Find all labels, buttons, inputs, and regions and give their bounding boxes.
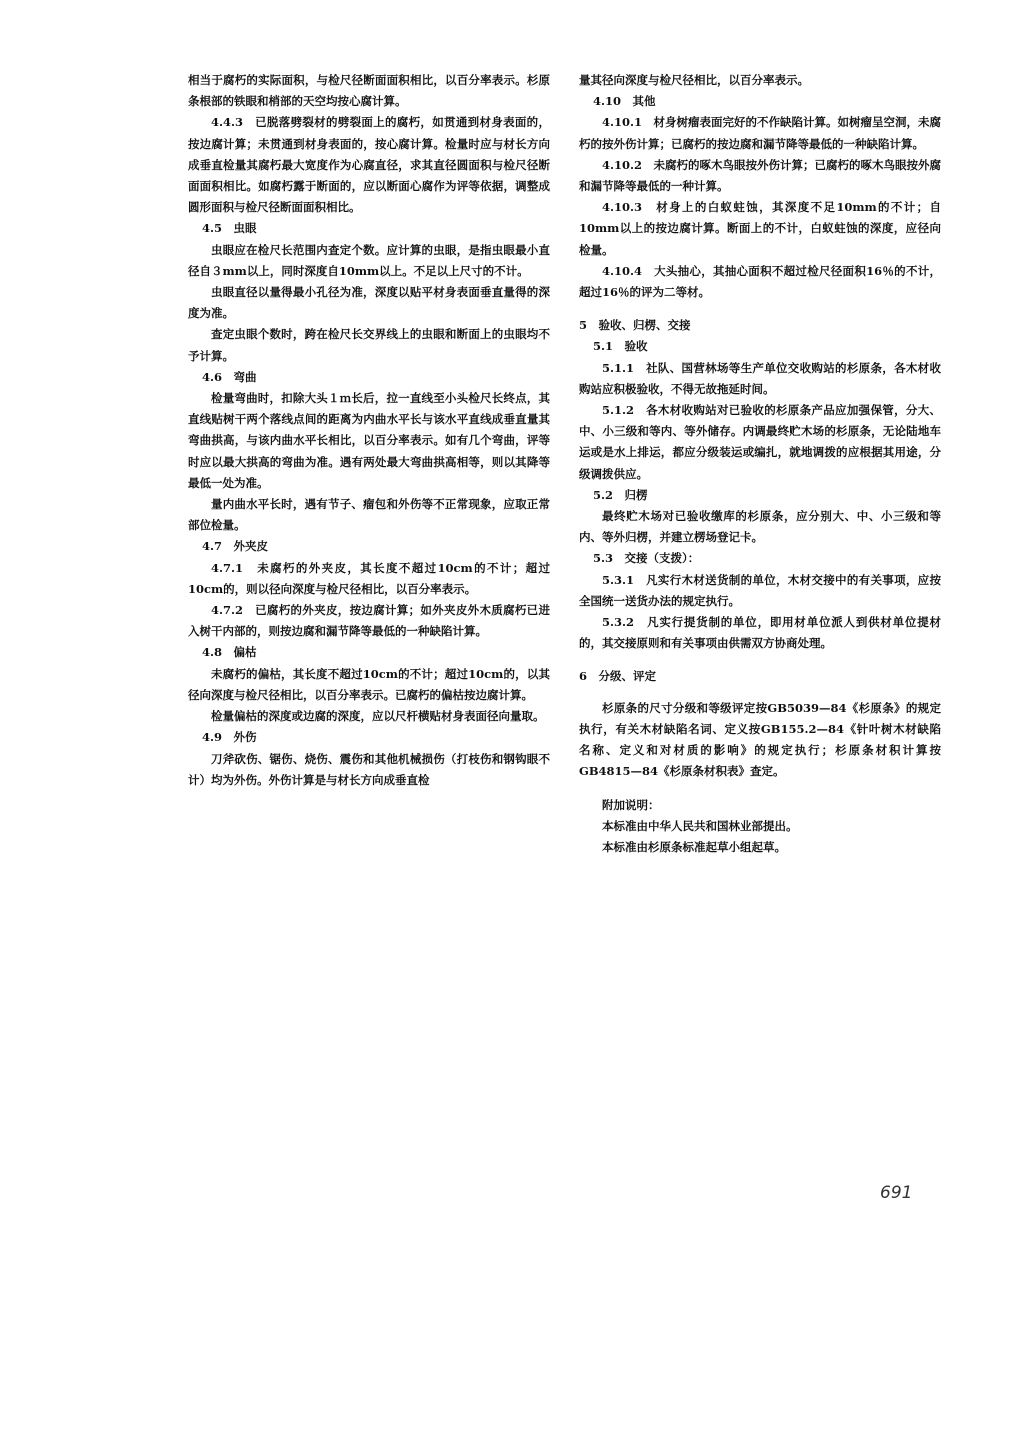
right-column [579,70,953,858]
paragraph: 量内曲水平长时，遇有节子、瘤包和外伤等不正常现象，应取正常部位检量。 [188,497,550,533]
paragraph: 4.6 弯曲 [202,369,257,384]
paragraph: 虫眼应在检尺长范围内查定个数。应计算的虫眼，是指虫眼最小直径自３mm以上，同时深度自10mm以上。不足以上尺寸的不计。 [188,242,550,278]
paragraph: 4.5 虫眼 [202,221,257,236]
paragraph: 杉原条的尺寸分级和等级评定按GB5039—84《杉原条》的规定执行，有关木材缺陷名词、定义按GB155.2—84《针叶树木材缺陷 名称、定义和对材质的影响》的规定执行；杉原条材积计算按GB4815—84《杉原条材积表》查定。 [579,700,953,779]
paragraph: 本标准由中华人民共和国林业部提出。 [602,818,798,833]
page-number: 691 [880,1183,913,1203]
paragraph: 未腐朽的偏枯，其长度不超过10cm的不计；超过10cm的，以其径向深度与检尺径相比，以百分率表示。已腐朽的偏枯按边腐计算。 [188,666,550,702]
paragraph: 6 分级、评定 [579,669,657,684]
paragraph: 4.10.4 大头抽心，其抽心面积不超过检尺径面积16％的不计，超过16％的评为二等材。 [579,263,941,300]
paragraph: 5.1.2 各木材收购站对已验收的杉原条产品应加强保管，分大、中、小三级和等内、等外储存。内调最终贮木场的杉原条，无论陆地车运或是水上排运，都应分级装运或编扎，就地调拨的应根据其用途，分级调拨供应。 [579,403,941,481]
paragraph: 量其径向深度与检尺径相比，以百分率表示。 [579,73,809,87]
paragraph: 4.8 偏枯 [202,645,257,660]
paragraph: 4.7 外夹皮 [202,539,269,554]
paragraph: 最终贮木场对已验收缴库的杉原条，应分别大、中、小三级和等内、等外归楞，并建立楞场登记卡。 [579,509,941,545]
paragraph: 刀斧砍伤、锯伤、烧伤、震伤和其他机械损伤（打枝伤和钢钩眼不计）均为外伤。外伤计算是与材长方向成垂直检 [188,751,550,787]
paragraph: 5.3.2 凡实行提货制的单位，即用材单位派人到供材单位提材的，其交接原则和有关事项由供需双方协商处理。 [579,615,941,651]
left-column [188,70,550,791]
paragraph: 5.1 验收 [593,339,648,354]
paragraph: 5.2 归楞 [593,487,648,502]
paragraph: 5.3 交接（支拨）： [593,551,700,566]
paragraph: 5.3.1 凡实行木材送货制的单位，木材交接中的有关事项，应按全国统一送货办法的规定执行。 [579,572,941,608]
paragraph: 检量偏枯的深度或边腐的深度，应以尺杆横贴材身表面径向量取。 [211,709,545,724]
paragraph: 4.4.3 已脱落劈裂材的劈裂面上的腐朽，如贯通到材身表面的，按边腐计算；未贯通到材身表面的，按心腐计算。检量时应与材长方向成垂直检量其腐朽最大宽度作为心腐直径，求其直径圆面积与检尺径断面面积相比。如腐朽露于断面的，应以断面心腐作为评等依据，调整成圆形面积与检尺径断面面积相比。 [188,115,550,215]
paragraph: 4.10.2 未腐朽的啄木鸟眼按外伤计算；已腐朽的啄木鸟眼按外腐和漏节降等最低的一种计算。 [579,157,942,194]
paragraph: 4.10 其他 [593,94,656,109]
paragraph: 检量弯曲时，扣除大头１ｍ长后，拉一直线至小头检尺长终点，其直线贴树干两个落线点间的距离为内曲水平长与该水平直线成垂直量其弯曲拱高，与该内曲水平长相比，以百分率表示。如有几个弯曲，评等时应以最大拱高的弯曲为准。遇有两处最大弯曲拱高相等，则以其降等最低一处为准。 [188,391,550,490]
paragraph: 4.7.1 未腐朽的外夹皮，其长度不超过10cm的不计；超过10cm的，则以径向深度与检尺径相比，以百分率表示。 [188,560,550,596]
paragraph: 5.1.1 社队、国营林场等生产单位交收购站的杉原条，各木材收购站应积极验收，不得无故拖延时间。 [579,360,941,396]
paragraph: 本标准由杉原条标准起草小组起草。 [602,839,786,854]
paragraph: 4.10.1 材身树瘤表面完好的不作缺陷计算。如树瘤呈空洞，未腐朽的按外伤计算；已腐朽的按边腐和漏节降等最低的一种缺陷计算。 [579,115,942,151]
paragraph: 4.10.3 材身上的白蚁蛀蚀，其深度不足10mm的不计；自10mm以上的按边腐计算。断面上的不计，白蚁蛀蚀的深度，应径向检量。 [579,200,941,257]
paragraph: 附加说明： [602,797,660,812]
paragraph: 4.9 外伤 [202,730,257,745]
paragraph: 5 验收、归楞、交接 [579,318,691,333]
paragraph: 查定虫眼个数时，跨在检尺长交界线上的虫眼和断面上的虫眼均不予计算。 [188,327,550,363]
paragraph: 相当于腐朽的实际面积，与检尺径断面面积相比，以百分率表示。杉原条根部的铁眼和梢部的天空均按心腐计算。 [188,73,550,109]
paragraph: 4.7.2 已腐朽的外夹皮，按边腐计算；如外夹皮外木质腐朽已进入树干内部的，则按边腐和漏节降等最低的一种缺陷计算。 [188,603,550,639]
paragraph: 虫眼直径以量得最小孔径为准，深度以贴平材身表面垂直量得的深度为准。 [188,285,550,321]
